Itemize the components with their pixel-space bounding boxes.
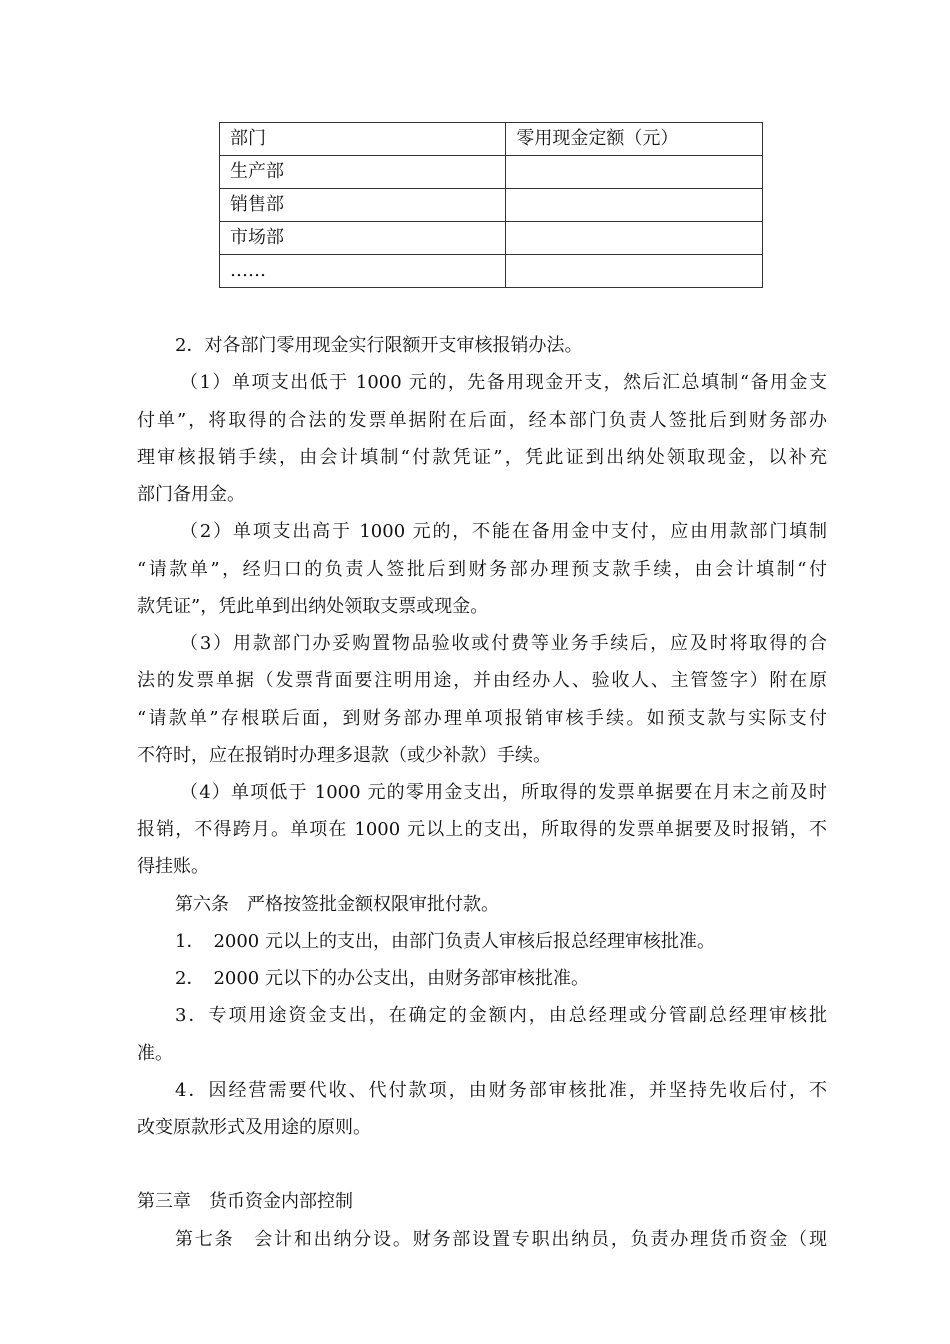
body-text-line: “请款单”，经归口的负责人签批后到财务部办理预支款手续，由会计填制“付 (137, 559, 827, 580)
table-cell-department: 生产部 (220, 156, 506, 189)
body-text-line: 法的发票单据（发票背面要注明用途，并由经办人、验收人、主管签字）附在原 (137, 670, 827, 691)
body-text-line: 部门备用金。 (137, 484, 245, 505)
body-text-line: 付单”，将取得的合法的发票单据附在后面，经本部门负责人签批后到财务部办 (137, 410, 827, 431)
table-cell-quota (506, 189, 763, 222)
body-text-line: 改变原款形式及用途的原则。 (137, 1117, 371, 1138)
table-cell-quota (506, 255, 763, 288)
article-heading: 第六条 严格按签批金额权限审批付款。 (175, 894, 499, 915)
table-row (220, 189, 763, 222)
body-text-line: 款凭证”，凭此单到出纳处领取支票或现金。 (137, 596, 489, 617)
body-text-line: 准。 (137, 1043, 173, 1064)
chapter-heading: 第三章 货币资金内部控制 (137, 1191, 353, 1212)
body-text-line: 1． 2000 元以上的支出，由部门负责人审核后报总经理审核批准。 (175, 931, 715, 952)
table-row (220, 222, 763, 255)
table-cell-quota (506, 222, 763, 255)
body-text-line: （4）单项低于 1000 元的零用金支出，所取得的发票单据要在月末之前及时 (180, 782, 827, 803)
table-header-quota: 零用现金定额（元） (506, 123, 763, 156)
body-text-line: “请款单”存根联后面，到财务部办理单项报销审核手续。如预支款与实际支付 (137, 708, 827, 729)
body-text-line: （2）单项支出高于 1000 元的，不能在备用金中支付，应由用款部门填制 (180, 521, 827, 542)
article-heading: 第七条 会计和出纳分设。财务部设置专职出纳员，负责办理货币资金（现 (175, 1229, 827, 1250)
body-text-line: 2． 2000 元以下的办公支出，由财务部审核批准。 (175, 968, 589, 989)
table-cell-department: …… (220, 255, 506, 288)
petty-cash-quota-table (219, 122, 763, 288)
body-text-line: 报销，不得跨月。单项在 1000 元以上的支出，所取得的发票单据要及时报销，不 (137, 819, 827, 840)
table-header-department: 部门 (220, 123, 506, 156)
body-text-line: 得挂账。 (137, 856, 209, 877)
body-text-line: 3．专项用途资金支出，在确定的金额内，由总经理或分管副总经理审核批 (175, 1005, 827, 1026)
table-row (220, 156, 763, 189)
body-text-line: 理审核报销手续，由会计填制“付款凭证”，凭此证到出纳处领取现金，以补充 (137, 447, 827, 468)
body-text-line: （3）用款部门办妥购置物品验收或付费等业务手续后，应及时将取得的合 (180, 633, 827, 654)
body-text-line: 2．对各部门零用现金实行限额开支审核报销办法。 (175, 335, 583, 356)
table-header-row (220, 123, 763, 156)
body-text-line: 4．因经营需要代收、代付款项，由财务部审核批准，并坚持先收后付，不 (175, 1080, 827, 1101)
table-cell-department: 市场部 (220, 222, 506, 255)
body-text-line: 不符时，应在报销时办理多退款（或少补款）手续。 (137, 745, 551, 766)
table-cell-department: 销售部 (220, 189, 506, 222)
body-text-line: （1）单项支出低于 1000 元的，先备用现金开支，然后汇总填制“备用金支 (180, 372, 827, 393)
table-cell-quota (506, 156, 763, 189)
table-row (220, 255, 763, 288)
